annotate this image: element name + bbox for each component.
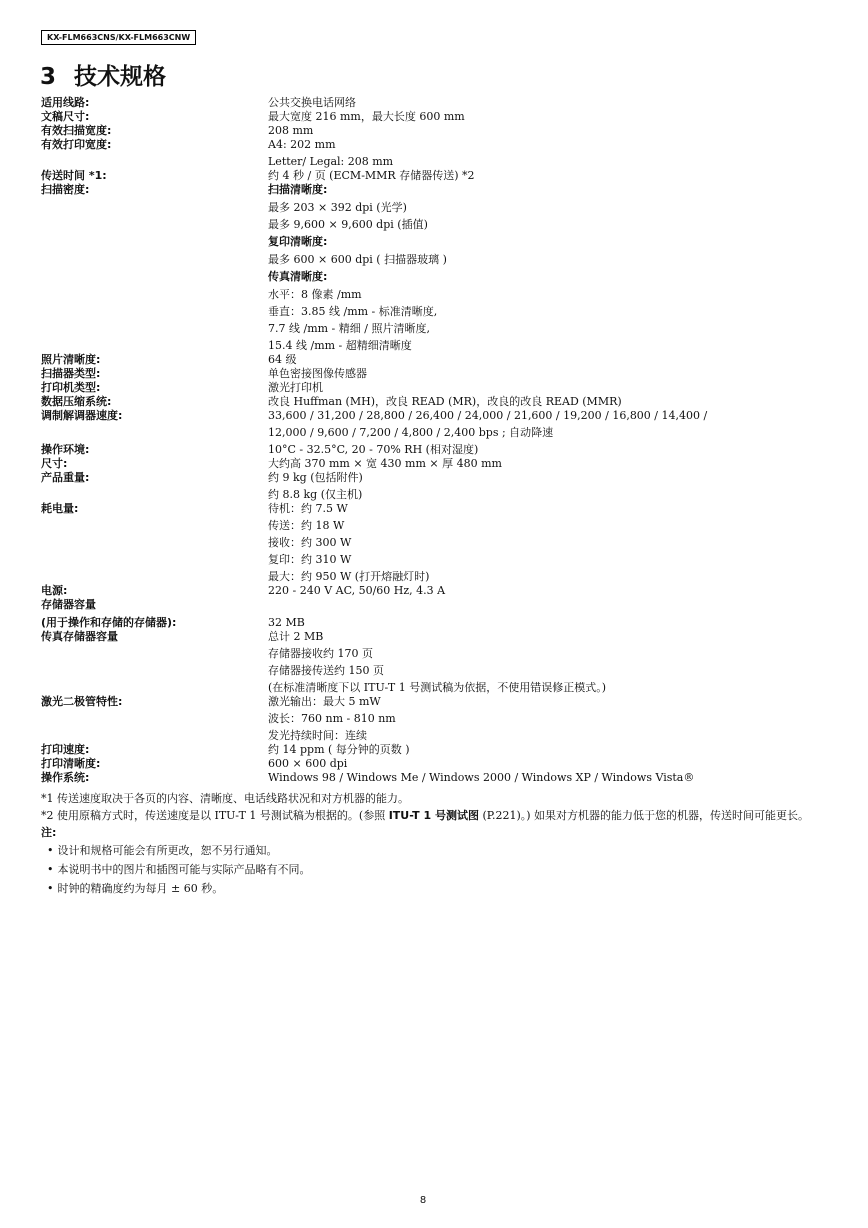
footnote-1: *1 传送速度取决于各页的内容、清晰度、电话线路状况和对方机器的能力。 <box>41 792 409 805</box>
model-tag: KX-FLM663CNS/KX-FLM663CNW <box>41 30 196 45</box>
spec-value: 总计 2 MB <box>268 630 324 643</box>
footnote-2 <box>41 807 811 824</box>
spec-row-scan-width <box>41 124 821 138</box>
spec-label: 有效打印宽度: <box>41 138 112 151</box>
spec-table <box>41 96 821 785</box>
spec-label: 电源: <box>41 584 68 597</box>
spec-value: 最多 600 × 600 dpi ( 扫描器玻璃 ) <box>268 253 447 266</box>
spec-row-scanner-type <box>41 367 821 381</box>
spec-label: 操作环境: <box>41 443 90 456</box>
spec-label: 数据压缩系统: <box>41 395 112 408</box>
spec-value: 波长：760 nm - 810 nm <box>268 712 396 725</box>
spec-label: 调制解调器速度: <box>41 409 123 422</box>
spec-row-tx-time <box>41 169 821 183</box>
spec-value: 待机：约 7.5 W <box>268 502 348 515</box>
spec-value: 接收：约 300 W <box>268 536 352 549</box>
spec-value: 存储器接传送约 150 页 <box>268 664 384 677</box>
spec-label: 文稿尺寸: <box>41 110 90 123</box>
spec-value: 208 mm <box>268 124 314 137</box>
spec-label: 操作系统: <box>41 771 90 784</box>
spec-value: Windows 98 / Windows Me / Windows 2000 / Windows XP / Windows Vista® <box>268 771 695 784</box>
footnote-2-link[interactable]: ITU-T 1 号测试图 <box>388 809 479 822</box>
spec-value: 32 MB <box>268 616 305 629</box>
spec-row-compression <box>41 395 821 409</box>
section-title <box>40 58 166 91</box>
spec-label: 存储器容量 <box>41 598 96 611</box>
list-item: • 时钟的精确度约为每月 ± 60 秒。 <box>47 879 811 898</box>
spec-row-power-consumption <box>41 502 821 584</box>
spec-row-fax-memory <box>41 630 821 695</box>
spec-subheading: 复印清晰度: <box>268 235 328 248</box>
spec-label: 扫描密度: <box>41 183 90 196</box>
spec-row-environment <box>41 443 821 457</box>
spec-subheading: 扫描清晰度: <box>268 183 328 196</box>
spec-label: 适用线路: <box>41 96 90 109</box>
spec-label: (用于操作和存储的存储器): <box>41 616 177 629</box>
spec-label: 耗电量: <box>41 502 79 515</box>
spec-row-doc-size <box>41 110 821 124</box>
spec-value: 约 9 kg (包括附件) <box>268 471 363 484</box>
page-number: 8 <box>419 1195 427 1206</box>
spec-value: 最多 203 × 392 dpi (光学) <box>268 201 407 214</box>
spec-value: 激光输出：最大 5 mW <box>268 695 381 708</box>
spec-value: 水平：8 像素 /mm <box>268 288 362 301</box>
spec-value: Letter/ Legal: 208 mm <box>268 155 394 168</box>
spec-value: 大约高 370 mm × 宽 430 mm × 厚 480 mm <box>268 457 502 470</box>
footnotes <box>41 790 811 898</box>
spec-value: 15.4 线 /mm - 超精细清晰度 <box>268 339 412 352</box>
spec-value: 12,000 / 9,600 / 7,200 / 4,800 / 2,400 bps ; 自动降速 <box>268 426 554 439</box>
spec-label: 扫描器类型: <box>41 367 101 380</box>
spec-value: 最多 9,600 × 9,600 dpi (插值) <box>268 218 428 231</box>
spec-value: 7.7 线 /mm - 精细 / 照片清晰度, <box>268 322 430 335</box>
spec-value: 激光打印机 <box>268 381 323 394</box>
spec-label: 激光二极管特性: <box>41 695 123 708</box>
spec-row-os <box>41 771 821 785</box>
notes-heading: 注: <box>41 826 57 839</box>
spec-value: 垂直：3.85 线 /mm - 标准清晰度, <box>268 305 438 318</box>
spec-value: 改良 Huffman (MH)，改良 READ (MR)，改良的改良 READ (MMR) <box>268 395 622 408</box>
spec-value: 220 - 240 V AC, 50/60 Hz, 4.3 A <box>268 584 446 597</box>
spec-label: 传真存储器容量 <box>41 630 118 643</box>
spec-value: 复印：约 310 W <box>268 553 352 566</box>
spec-value: 约 4 秒 / 页 (ECM-MMR 存储器传送) *2 <box>268 169 475 182</box>
footnote-2-text: *2 使用原稿方式时，传送速度是以 ITU-T 1 号测试稿为根据的。(参照 <box>41 809 389 822</box>
list-item: • 设计和规格可能会有所更改，恕不另行通知。 <box>47 841 811 860</box>
spec-row-print-speed <box>41 743 821 757</box>
spec-value: 发光持续时间：连续 <box>268 729 367 742</box>
spec-value: 传送：约 18 W <box>268 519 345 532</box>
spec-row-line-type <box>41 96 821 110</box>
spec-row-dimensions <box>41 457 821 471</box>
spec-row-scan-density <box>41 183 821 353</box>
spec-subheading: 传真清晰度: <box>268 270 328 283</box>
spec-value: 最大宽度 216 mm，最大长度 600 mm <box>268 110 465 123</box>
spec-value: 600 × 600 dpi <box>268 757 348 770</box>
spec-value: 64 级 <box>268 353 297 366</box>
spec-value: (在标准清晰度下以 ITU-T 1 号测试稿为依据，不使用错误修正模式。) <box>268 681 606 694</box>
footnote-2-text: (P.221)。) 如果对方机器的能力低于您的机器，传送时间可能更长。 <box>479 809 810 822</box>
spec-label: 打印清晰度: <box>41 757 101 770</box>
spec-row-weight <box>41 471 821 502</box>
spec-value: 约 8.8 kg (仅主机) <box>268 488 363 501</box>
list-item: • 本说明书中的图片和插图可能与实际产品略有不同。 <box>47 860 811 879</box>
spec-row-print-width <box>41 138 821 169</box>
section-number: 3 <box>40 64 57 90</box>
spec-row-modem-speed <box>41 409 821 443</box>
spec-value: A4: 202 mm <box>268 138 336 151</box>
section-title-text: 技术规格 <box>74 64 167 90</box>
spec-value: 33,600 / 31,200 / 28,800 / 26,400 / 24,000 / 21,600 / 19,200 / 16,800 / 14,400 / <box>268 409 708 422</box>
spec-label: 产品重量: <box>41 471 90 484</box>
spec-value: 约 14 ppm ( 每分钟的页数 ) <box>268 743 410 756</box>
spec-value: 单色密接图像传感器 <box>268 367 367 380</box>
spec-label: 传送时间 *1: <box>41 169 107 182</box>
spec-value: 公共交换电话网络 <box>268 96 356 109</box>
spec-value: 最大：约 950 W (打开熔融灯时) <box>268 570 430 583</box>
spec-label: 尺寸: <box>41 457 68 470</box>
spec-label: 有效扫描宽度: <box>41 124 112 137</box>
spec-value: 10°C - 32.5°C, 20 - 70% RH (相对湿度) <box>268 443 479 456</box>
spec-row-photo-res <box>41 353 821 367</box>
notes-list <box>41 841 811 898</box>
spec-row-memory <box>41 598 821 612</box>
spec-row-memory-detail <box>41 616 821 630</box>
spec-row-printer-type <box>41 381 821 395</box>
spec-label: 打印机类型: <box>41 381 101 394</box>
spec-label: 照片清晰度: <box>41 353 101 366</box>
spec-label: 打印速度: <box>41 743 90 756</box>
spec-value: 存储器接收约 170 页 <box>268 647 373 660</box>
spec-row-print-res <box>41 757 821 771</box>
spec-row-power-source <box>41 584 821 598</box>
spec-row-laser <box>41 695 821 743</box>
